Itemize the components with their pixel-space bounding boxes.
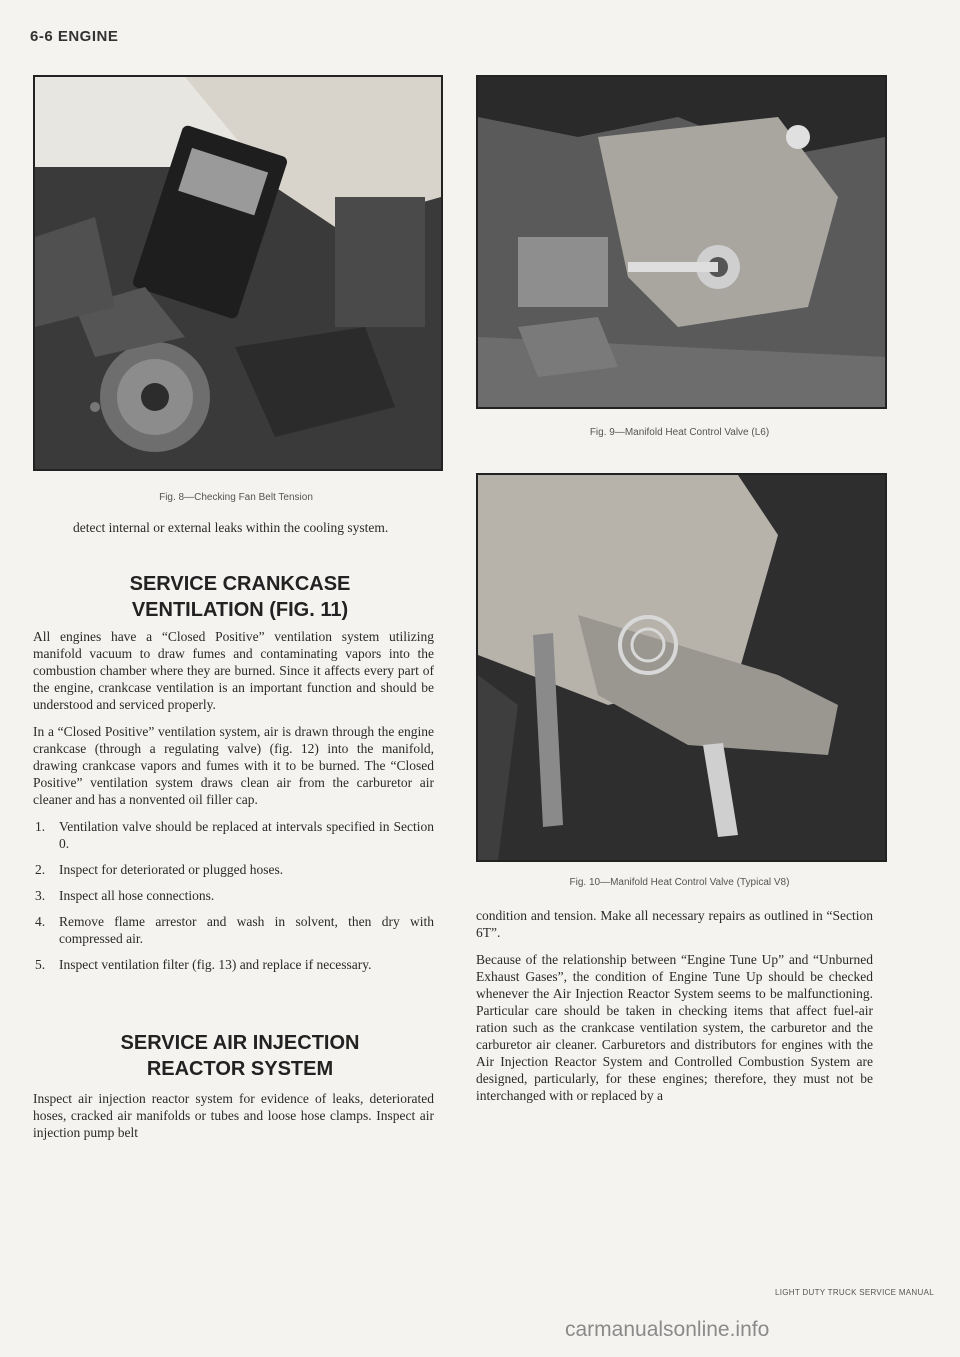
left-body-2 (33, 1090, 434, 1151)
fig8-photo (33, 75, 443, 471)
heading-air-injection: SERVICE AIR INJECTION REACTOR SYSTEM (120, 1032, 360, 1080)
list-item: 1. Ventilation valve should be replaced at intervals specified in Section 0. (35, 819, 434, 851)
air-injection-para: Inspect air injection reactor system for evidence of leaks, deteriorated hoses, cracked air manifolds or tubes and loose hose clamps. Inspect air injection pump belt (33, 1091, 434, 1140)
right-para-2: Because of the relationship between “Engine Tune Up” and “Unburned Exhaust Gases”, the condition of Engine Tune Up should be checked whenever the Air Injection Reactor System seems to be malfunctioning. Particular care should be taken in checking items that affect fuel-air ration such as the crankcase ventilation system, the carburetor and the carburetor air cleaner. Carburetors and distributors for engines with the Air Injection Reactor System and Controlled Combustion System are designed, particularly, for these engines; therefore, they must not be interchanged with or replaced by a (476, 952, 873, 1103)
crankcase-para-2: In a “Closed Positive” ventilation system, air is drawn through the engine crankcase (through a regulating valve) (fig. 12) into the manifold, drawing crankcase vapors and fumes with it to be burned. The “Closed Positive” ventilation system draws clean air from the carburetor air cleaner and has a nonvented oil filler cap. (33, 724, 434, 807)
fig10-photo (476, 473, 887, 862)
watermark: carmanualsonline.info (565, 1318, 770, 1341)
left-body (33, 628, 434, 982)
list-item: 2. Inspect for deteriorated or plugged hoses. (35, 862, 284, 877)
heading-crankcase-ventilation: SERVICE CRANKCASE VENTILATION (FIG. 11) (129, 573, 351, 621)
crankcase-para-1: All engines have a “Closed Positive” ventilation system utilizing manifold vacuum to draw fumes and contaminating vapors into the combustion chamber where they are burned. Since it affects every part of the engine, crankcase ventilation is an important function and should be understood and serviced properly. (33, 629, 434, 712)
right-body (476, 907, 873, 1114)
intro-paragraph: detect internal or external leaks within the cooling system. (73, 520, 389, 535)
left-intro (73, 519, 409, 546)
crankcase-steps-list (33, 818, 434, 973)
right-para-1: condition and tension. Make all necessary repairs as outlined in “Section 6T”. (476, 908, 873, 940)
page-header: 6-6 ENGINE (30, 28, 119, 45)
fig10-caption: Fig. 10—Manifold Heat Control Valve (Typical V8) (569, 877, 790, 888)
fig8-caption: Fig. 8—Checking Fan Belt Tension (159, 492, 313, 503)
list-item: 5. Inspect ventilation filter (fig. 13) and replace if necessary. (35, 957, 372, 972)
fig9-photo (476, 75, 887, 409)
list-item: 4. Remove flame arrestor and wash in solvent, then dry with compressed air. (35, 914, 434, 946)
fig9-caption: Fig. 9—Manifold Heat Control Valve (L6) (589, 427, 770, 438)
list-item: 3. Inspect all hose connections. (35, 888, 215, 903)
manual-footer: LIGHT DUTY TRUCK SERVICE MANUAL (775, 1288, 934, 1297)
